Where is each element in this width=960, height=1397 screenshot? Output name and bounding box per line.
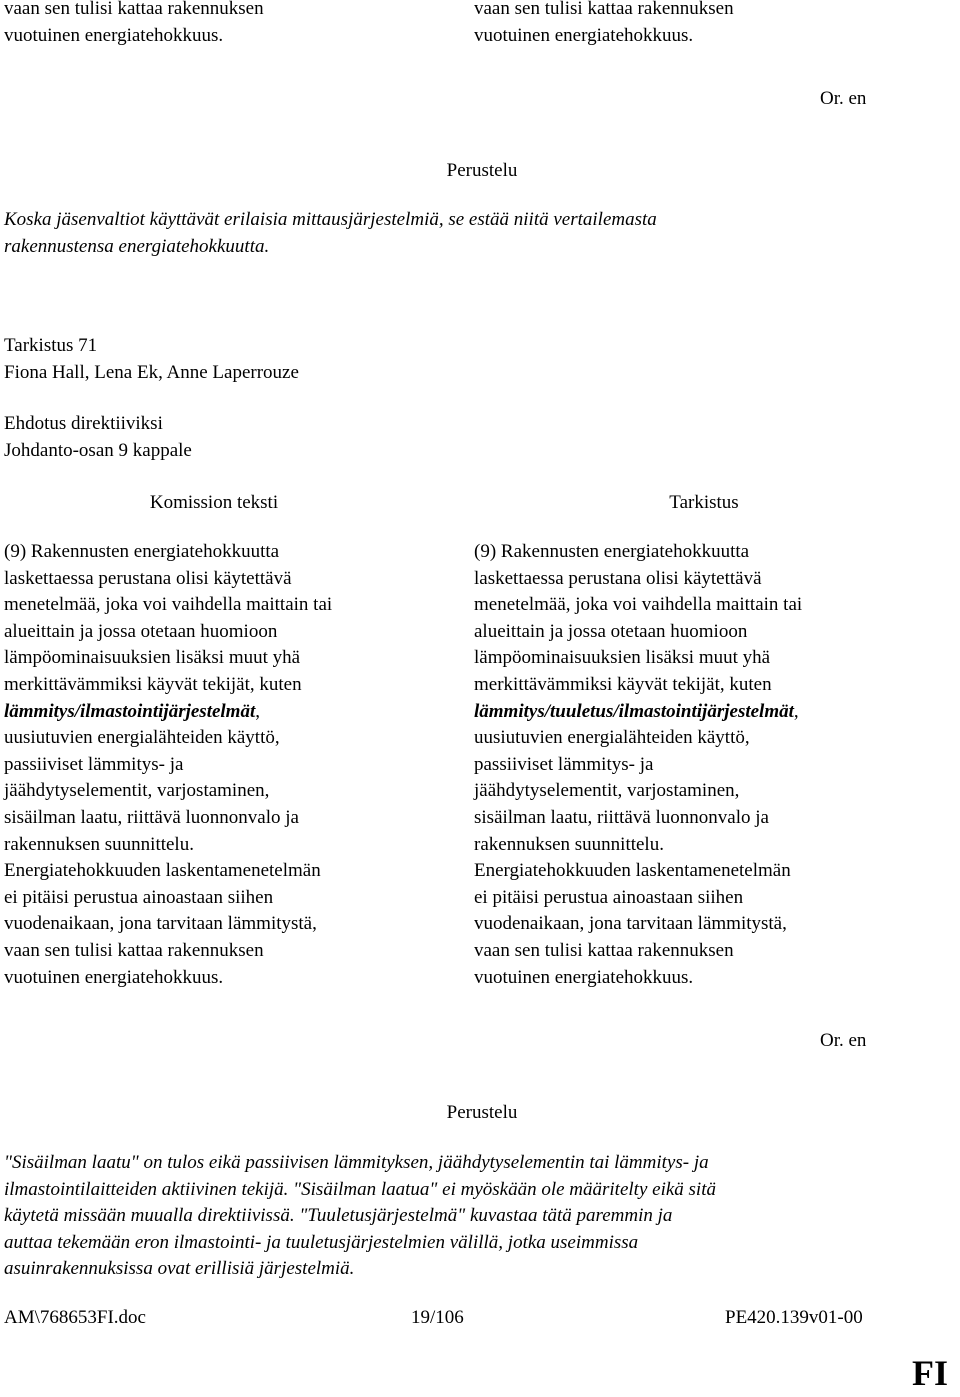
footer-pe-ref: PE420.139v01-00	[725, 1307, 863, 1328]
reference-title: Johdanto-osan 9 kappale	[4, 440, 192, 461]
right-column-header: Tarkistus	[669, 492, 739, 513]
amendment-number: Tarkistus 71	[4, 335, 98, 356]
left-column-text	[4, 539, 424, 991]
right-text-part2: , uusiutuvien energialähteiden käyttö, passiiviset lämmitys- ja jäähdytyselementit, varjostaminen, sisäilman laatu, riittävä luonnonvalo ja rakennuksen suunnittelu. Energiatehokkuuden laskentamenetelmän ei pitäisi perustua ainoastaan siihen vuodenaikaan, jona tarvitaan lämmitystä, vaan sen tulisi kattaa rakennuksen vuotuinen energiatehokkuus.	[474, 700, 799, 988]
footer-page-number: 19/106	[411, 1307, 464, 1328]
right-text-emphasis: lämmitys/tuuletus/ilmastointijärjestelmät	[474, 700, 794, 722]
or-lang-bottom: Or. en	[820, 1030, 867, 1051]
top-right-text: vaan sen tulisi kattaa rakennuksen vuotuinen energiatehokkuus.	[474, 0, 734, 46]
footer-doc-ref: AM\768653FI.doc	[4, 1307, 146, 1328]
or-lang-top: Or. en	[820, 88, 867, 109]
justification-text-top: Koska jäsenvaltiot käyttävät erilaisia mittausjärjestelmiä, se estää niitä vertailemasta rakennustensa energiatehokkuutta.	[4, 209, 657, 257]
right-text-part1: (9) Rakennusten energiatehokkuutta laskettaessa perustana olisi käytettävä menetelmää, joka voi vaihdella maittain tai alueittain ja jossa otetaan huomioon lämpöominaisuuksien lisäksi muut yhä merkittävämmiksi käyvät tekijät, kuten	[474, 541, 803, 695]
justification-title-top: Perustelu	[446, 160, 518, 181]
right-column-text	[474, 539, 914, 991]
left-text-part1: (9) Rakennusten energiatehokkuutta laskettaessa perustana olisi käytettävä menetelmää, joka voi vaihdella maittain tai alueittain ja jossa otetaan huomioon lämpöominaisuuksien lisäksi muut yhä merkittävämmiksi käyvät tekijät, kuten	[4, 541, 333, 695]
left-column-header: Komission teksti	[149, 492, 279, 513]
left-text-part2: , uusiutuvien energialähteiden käyttö, passiiviset lämmitys- ja jäähdytyselementit, varjostaminen, sisäilman laatu, riittävä luonnonvalo ja rakennuksen suunnittelu. Energiatehokkuuden laskentamenetelmän ei pitäisi perustua ainoastaan siihen vuodenaikaan, jona tarvitaan lämmitystä, vaan sen tulisi kattaa rakennuksen vuotuinen energiatehokkuus.	[4, 700, 321, 988]
top-left-text: vaan sen tulisi kattaa rakennuksen vuotuinen energiatehokkuus.	[4, 0, 264, 46]
amendment-authors: Fiona Hall, Lena Ek, Anne Laperrouze	[4, 362, 299, 383]
justification-title-bottom: Perustelu	[446, 1102, 518, 1123]
left-text-emphasis: lämmitys/ilmastointijärjestelmät	[4, 700, 256, 722]
proposal-title: Ehdotus direktiiviksi	[4, 413, 163, 434]
justification-text-bottom: "Sisäilman laatu" on tulos eikä passiivisen lämmityksen, jäähdytyselementin tai lämmitys- ja ilmastointilaitteiden aktiivinen tekijä. "Sisäilman laatua" ei myöskään ole määritelty eikä sitä käytetä missään muualla direktiivissä. "Tuuletusjärjestelmä" kuvastaa tätä paremmin ja auttaa tekemään eron ilmastointi- ja tuuletusjärjestelmien välillä, jotka useimmissa asuinrakennuksissa ovat erillisiä järjestelmiä.	[4, 1152, 716, 1280]
language-mark: FI	[912, 1353, 948, 1393]
